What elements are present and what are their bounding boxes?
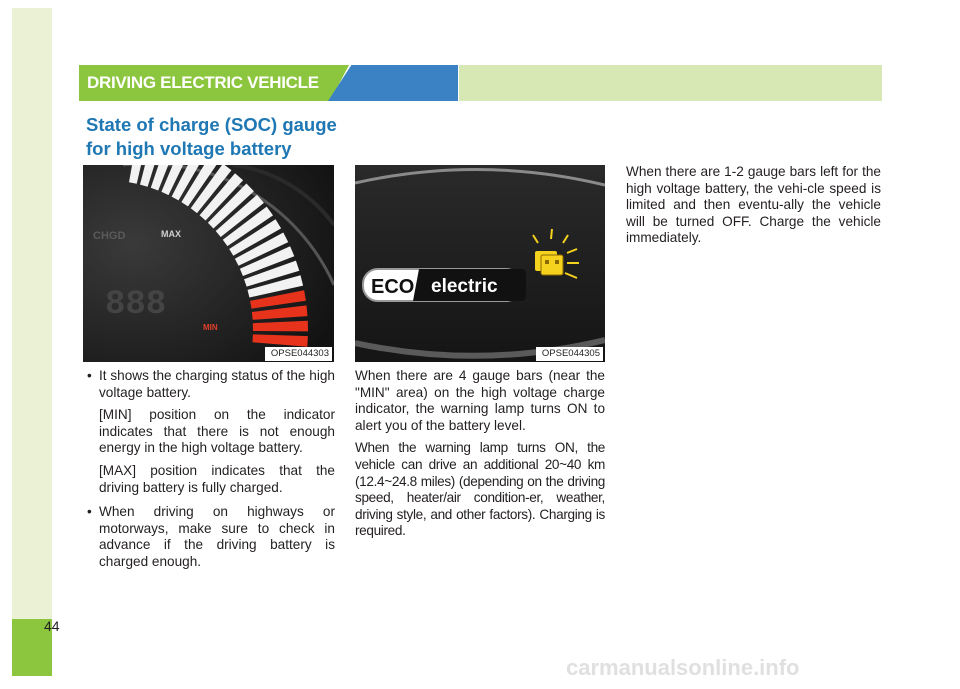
section-title	[86, 113, 356, 161]
banner-accent	[328, 65, 458, 101]
electric-text: electric	[431, 276, 498, 297]
side-strip	[12, 8, 52, 619]
paragraph: When driving on highways or motorways, make sure to check in advance if the driving battery is charged enough.	[99, 504, 335, 569]
eco-text: ECO	[371, 276, 415, 298]
column-1-text	[83, 368, 335, 579]
paragraph: It shows the charging status of the high voltage battery.	[99, 368, 335, 400]
watermark: carmanualsonline.info	[566, 655, 800, 680]
section-title-line1: State of charge (SOC) gauge	[86, 114, 337, 135]
paragraph: [MIN] position on the indicator indicates that there is not enough energy in the high voltage battery.	[99, 407, 335, 456]
section-title-line2: for high voltage battery	[86, 138, 292, 159]
gauge-max-label: MAX	[161, 229, 181, 239]
list-item	[83, 504, 335, 570]
eco-warning-image	[355, 165, 605, 362]
bullet: •	[87, 368, 92, 383]
eco-warning-figure	[355, 165, 605, 362]
figure-caption: OPSE044305	[536, 347, 603, 361]
bullet: •	[87, 504, 92, 520]
banner-title: DRIVING ELECTRIC VEHICLE	[87, 73, 319, 92]
paragraph: [MAX] position indicates that the driving battery is fully charged.	[99, 462, 335, 495]
soc-gauge-figure	[83, 165, 334, 362]
gauge-left-label: CHGD	[93, 230, 126, 242]
column-3-text	[626, 164, 881, 247]
gauge-digits: 888	[105, 286, 167, 324]
paragraph: When there are 4 gauge bars (near the "MIN" area) on the high voltage charge indicator, the warning lamp turns ON to alert you of the battery level.	[355, 368, 605, 433]
banner-bar	[459, 65, 882, 101]
list-item	[83, 368, 335, 496]
paragraph: When the warning lamp turns ON, the vehicle can drive an additional 20~40 km (12.4~24.8 miles) (depending on the driving speed, heater/air condition-er, weather, driving style, and other factors). Charging is required.	[355, 440, 605, 539]
paragraph: When there are 1-2 gauge bars left for the high voltage battery, the vehi-cle speed is limited and then eventu-ally the vehicle will be turned OFF. Charge the vehicle immediately.	[626, 164, 881, 246]
page-number: 44	[44, 618, 60, 634]
soc-gauge-image	[83, 165, 334, 362]
figure-caption: OPSE044303	[265, 347, 332, 361]
column-2-text	[355, 368, 605, 546]
gauge-min-label: MIN	[203, 323, 218, 332]
